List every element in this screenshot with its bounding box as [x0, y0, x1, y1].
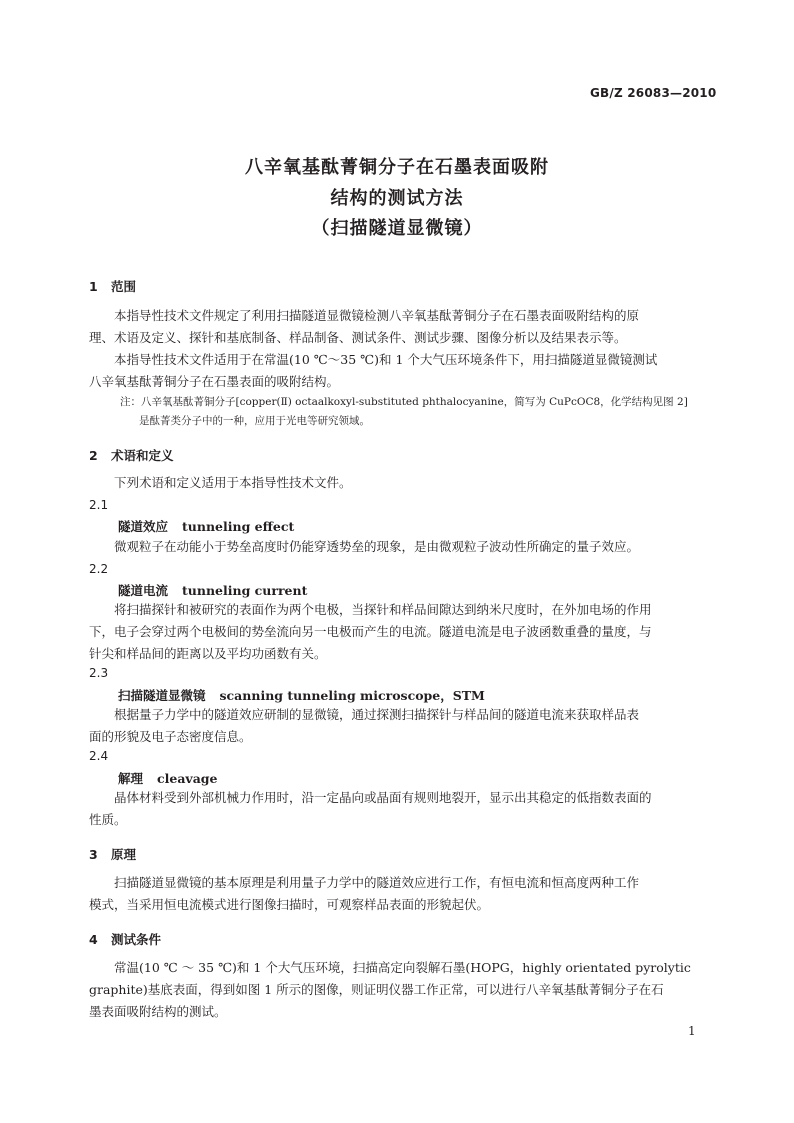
section-4-paragraph	[89, 957, 705, 1023]
term-definition	[89, 787, 705, 831]
text-line: 微观粒子在动能小于势垒高度时仍能穿透势垒的现象，是由微观粒子波动性所确定的量子效应。	[114, 539, 640, 554]
document-title-line2: 结构的测试方法	[330, 188, 464, 209]
text-line: 针尖和样品间的距离以及平均功函数有关。	[89, 646, 327, 661]
term-heading	[118, 769, 217, 787]
document-title-line3: （扫描隧道显微镜）	[311, 218, 483, 239]
text-line: graphite)基底表面，得到如图 1 所示的图像，则证明仪器工作正常，可以进行八辛氧基酞菁铜分子在石	[89, 982, 664, 997]
standard-code: GB/Z 26083—2010	[590, 86, 717, 100]
note-line: 是酞菁类分子中的一种，应用于光电等研究领域。	[139, 415, 370, 427]
text-line: 八辛氧基酞菁铜分子在石墨表面的吸附结构。	[89, 374, 340, 389]
term-cn: 扫描隧道显微镜	[118, 688, 206, 703]
section-1-note	[120, 393, 688, 431]
term-number: 2.1	[89, 498, 109, 512]
section-1-paragraph-1	[89, 305, 705, 349]
text-line: 根据量子力学中的隧道效应研制的显微镜，通过探测扫描探针与样品间的隧道电流来获取样品表	[114, 707, 640, 722]
section-number: 4	[89, 932, 98, 947]
term-heading	[118, 581, 307, 599]
term-number: 2.4	[89, 749, 109, 763]
text-line: 面的形貌及电子态密度信息。	[89, 729, 252, 744]
term-heading	[118, 517, 294, 535]
section-2-intro: 下列术语和定义适用于本指导性技术文件。	[114, 475, 352, 490]
text-line: 下，电子会穿过两个电极间的势垒流向另一电极而产生的电流。隧道电流是电子波函数重叠的量度，与	[89, 624, 652, 639]
text-line: 性质。	[89, 812, 127, 827]
text-line: 墨表面吸附结构的测试。	[89, 1004, 227, 1019]
text-line: 模式，当采用恒电流模式进行图像扫描时，可观察样品表面的形貌起伏。	[89, 897, 490, 912]
term-number: 2.3	[89, 666, 109, 680]
section-title: 原理	[111, 847, 137, 862]
section-title: 测试条件	[111, 932, 162, 947]
section-4-heading	[89, 930, 161, 948]
note-line: 注：八辛氧基酞菁铜分子[copper(Ⅱ) octaalkoxyl-substituted phthalocyanine，简写为 CuPcOC8，化学结构见图 2]	[120, 396, 688, 408]
text-line: 常温(10 ℃ ～ 35 ℃)和 1 个大气压环境，扫描高定向裂解石墨(HOPG，highly orientated pyrolytic	[114, 960, 691, 975]
section-3-heading	[89, 845, 136, 863]
term-heading	[118, 686, 485, 704]
text-line: 本指导性技术文件规定了利用扫描隧道显微镜检测八辛氧基酞菁铜分子在石墨表面吸附结构的原	[114, 308, 640, 323]
section-number: 3	[89, 847, 98, 862]
term-en: scanning tunneling microscope，STM	[219, 688, 485, 703]
section-2-heading	[89, 446, 174, 464]
section-3-paragraph	[89, 872, 705, 916]
section-1-paragraph-2	[89, 349, 705, 393]
term-cn: 隧道电流	[118, 583, 169, 598]
section-1-heading	[89, 277, 136, 295]
text-line: 晶体材料受到外部机械力作用时，沿一定晶向或晶面有规则地裂开，显示出其稳定的低指数表面的	[114, 790, 652, 805]
term-cn: 解理	[118, 771, 144, 786]
text-line: 理、术语及定义、探针和基底制备、样品制备、测试条件、测试步骤、图像分析以及结果表示等。	[89, 330, 627, 345]
term-definition	[89, 536, 705, 558]
page-number: 1	[688, 1024, 696, 1038]
term-en: tunneling current	[182, 583, 308, 598]
text-line: 扫描隧道显微镜的基本原理是利用量子力学中的隧道效应进行工作，有恒电流和恒高度两种工作	[114, 875, 640, 890]
term-definition	[89, 599, 705, 665]
section-number: 1	[89, 279, 98, 294]
text-line: 本指导性技术文件适用于在常温(10 ℃～35 ℃)和 1 个大气压环境条件下，用扫描隧道显微镜测试	[114, 352, 658, 367]
section-title: 术语和定义	[111, 448, 174, 463]
document-title-line1: 八辛氧基酞菁铜分子在石墨表面吸附	[245, 157, 549, 178]
term-definition	[89, 704, 705, 748]
text-line: 将扫描探针和被研究的表面作为两个电极，当探针和样品间隙达到纳米尺度时，在外加电场的作用	[114, 602, 652, 617]
section-number: 2	[89, 448, 98, 463]
term-number: 2.2	[89, 562, 109, 576]
term-en: tunneling effect	[182, 519, 295, 534]
term-en: cleavage	[157, 771, 218, 786]
section-title: 范围	[111, 279, 137, 294]
term-cn: 隧道效应	[118, 519, 169, 534]
